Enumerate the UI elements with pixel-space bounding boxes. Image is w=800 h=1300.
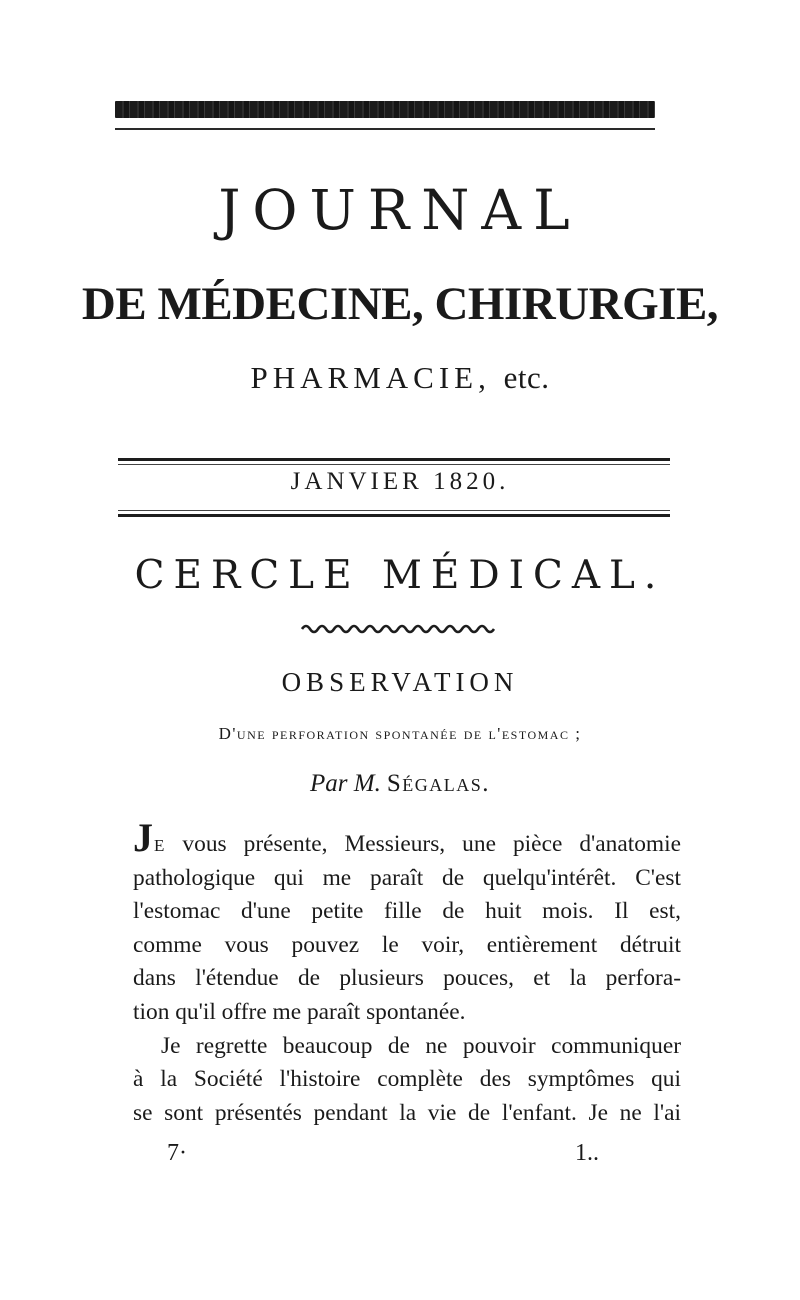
body-line: à la Société l'histoire complète des symptômes qui: [133, 1066, 681, 1093]
date-rule-top-thin: [118, 464, 670, 465]
body-line: comme vous pouvez le voir, entièrement détruit: [133, 931, 681, 958]
body-line: l'estomac d'une petite fille de huit mois. Il est,: [133, 898, 681, 925]
body-line: [133, 815, 681, 862]
body-line: tion qu'il offre me paraît spontanée.: [133, 998, 466, 1025]
drop-cap: J: [133, 815, 154, 860]
body-line-text: vous présente, Messieurs, une pièce d'anatomie: [165, 831, 681, 857]
date-rule-top: [118, 458, 670, 461]
issue-date: JANVIER 1820.: [290, 468, 510, 495]
body-line: dans l'étendue de plusieurs pouces, et la perfora-: [133, 965, 681, 992]
article-body: [133, 815, 681, 1130]
date-rule-bottom-thin: [118, 510, 670, 511]
subtitle-etc: etc.: [503, 360, 550, 395]
article-byline: [0, 770, 800, 798]
signature-mark: 7·: [167, 1140, 187, 1166]
wavy-rule-ornament: [300, 618, 500, 640]
byline-par: Par M.: [310, 770, 381, 797]
journal-title: JOURNAL: [218, 178, 582, 242]
journal-subtitle: DE MÉDECINE, CHIRURGIE,: [81, 278, 719, 330]
body-line: se sont présentés pendant la vie de l'enfant. Je ne l'ai: [133, 1099, 681, 1126]
body-line: Je regrette beaucoup de ne pouvoir communiquer: [161, 1032, 681, 1059]
body-line: pathologique qui me paraît de quelqu'intérêt. C'est: [133, 864, 681, 891]
date-rule-bottom: [118, 514, 670, 517]
subtitle-pharmacie: PHARMACIE,: [250, 360, 491, 395]
article-subtitle: D'une perforation spontanée de l'estomac ;: [218, 724, 582, 743]
page-number: 1..: [575, 1140, 599, 1166]
top-ornament-band: [115, 101, 655, 118]
article-title: OBSERVATION: [281, 667, 519, 697]
section-title: CERCLE MÉDICAL.: [134, 553, 666, 598]
journal-subtitle-2: [0, 360, 800, 396]
top-rule: [115, 128, 655, 130]
drop-cap-rest: E: [154, 836, 166, 855]
byline-author: Ségalas.: [386, 770, 490, 797]
